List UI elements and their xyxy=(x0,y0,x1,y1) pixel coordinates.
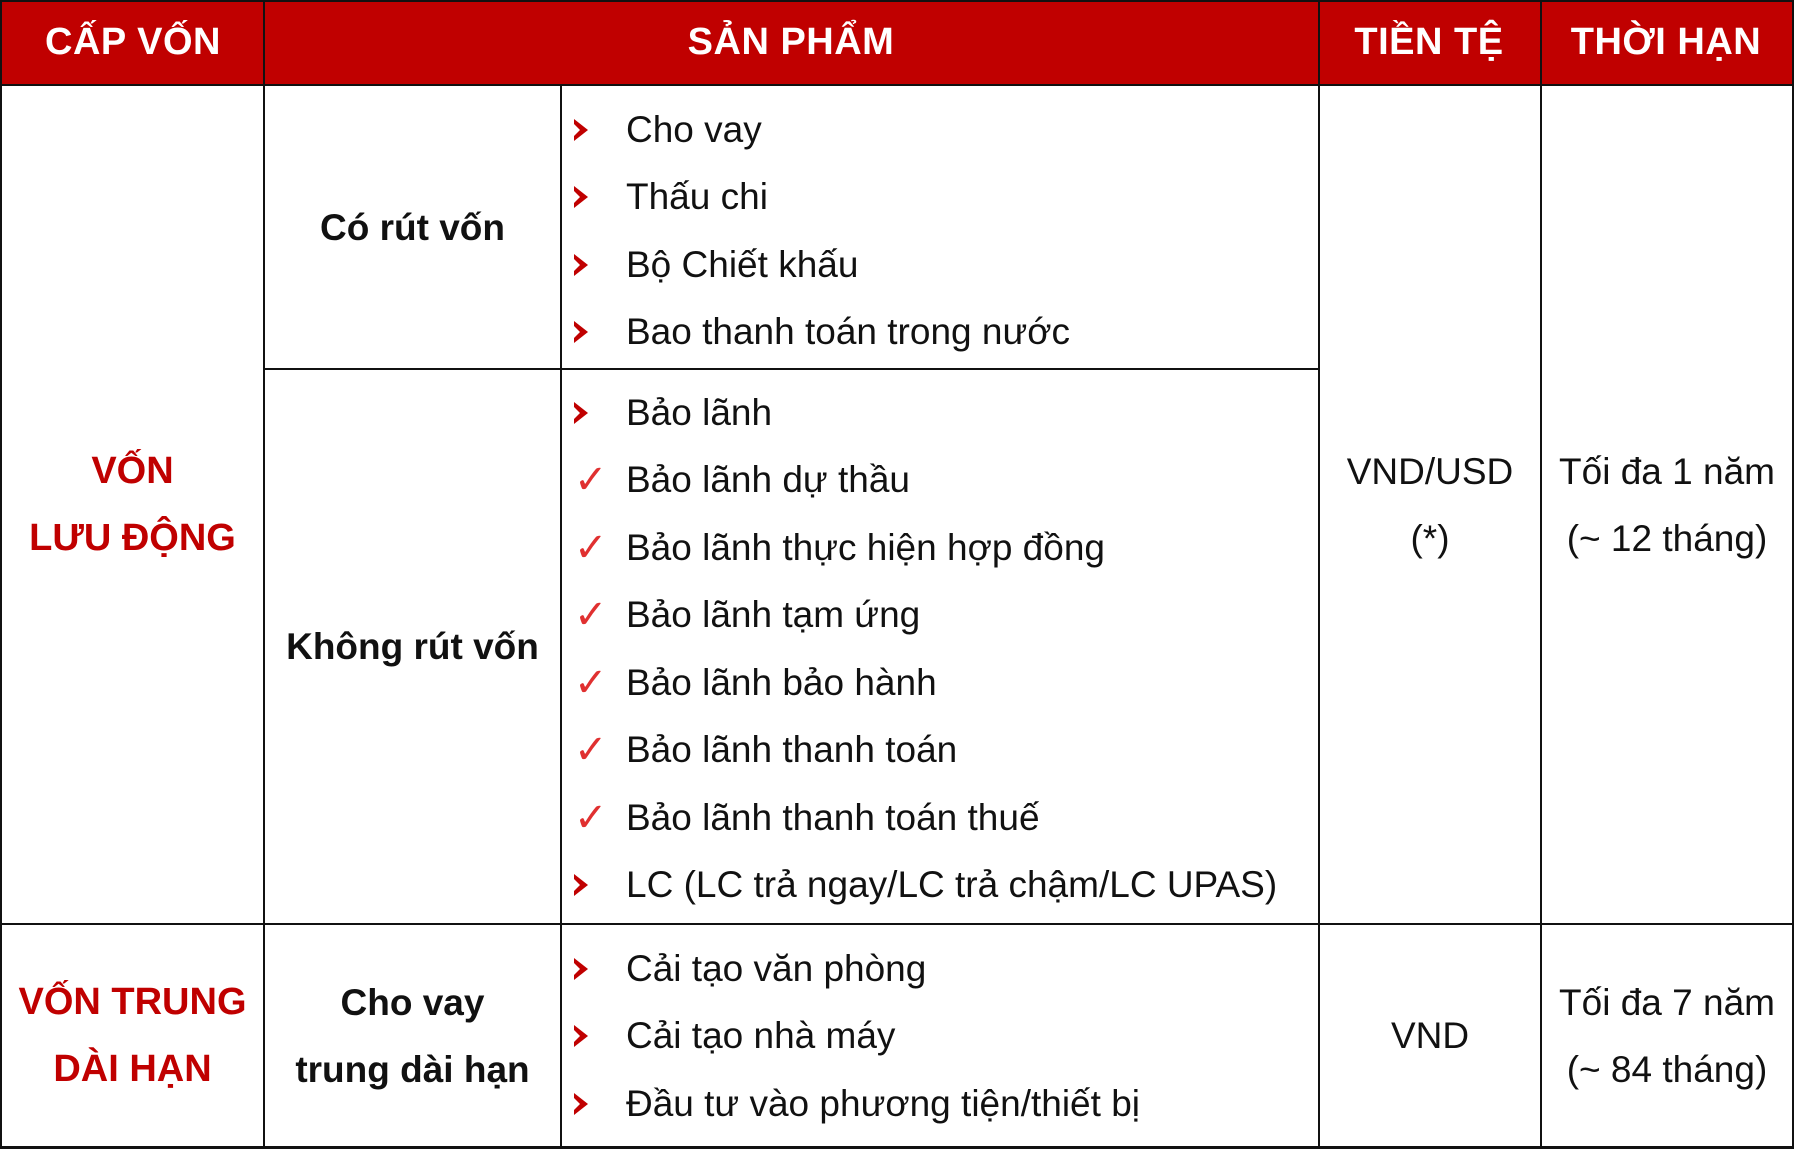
capital-working xyxy=(2,86,263,923)
currency-longterm-line1: VND xyxy=(1390,1015,1470,1056)
list-item: ✓ Bảo lãnh thực hiện hợp đồng xyxy=(574,525,1105,570)
check-icon: ✓ xyxy=(574,728,608,773)
term-working xyxy=(1542,86,1792,923)
check-icon: ✓ xyxy=(574,660,608,705)
check-icon: ✓ xyxy=(574,525,608,570)
group-with-drawdown-label: Có rút vốn xyxy=(320,206,505,248)
list-item: LC (LC trả ngay/LC trả chậm/LC UPAS) xyxy=(562,852,1318,920)
list-item: Cải tạo văn phòng xyxy=(562,935,1318,1003)
check-icon: ✓ xyxy=(574,795,608,840)
chevron-icon xyxy=(574,254,614,276)
chevron-icon xyxy=(574,321,614,343)
header-currency-label: TIỀN TỆ xyxy=(1354,20,1504,63)
header-product-label: SẢN PHẨM xyxy=(687,20,895,63)
list-item: ✓ Bảo lãnh dự thầu xyxy=(574,458,910,503)
currency-longterm xyxy=(1320,925,1540,1146)
list-longterm xyxy=(562,935,1318,1138)
currency-working xyxy=(1320,86,1540,923)
list-item: ✓ Bảo lãnh thanh toán thuế xyxy=(574,795,1040,840)
list-item: Cho vay xyxy=(562,96,1318,164)
capital-longterm-line1: VỐN TRUNG xyxy=(18,980,247,1023)
list-item: Bảo lãnh xyxy=(562,379,1318,447)
term-working-line2: (~ 12 tháng) xyxy=(1566,517,1768,559)
list-with-drawdown xyxy=(562,96,1318,366)
capital-working-line2: LƯU ĐỘNG xyxy=(29,516,236,559)
capital-working-line1: VỐN xyxy=(91,449,174,492)
group-without-drawdown-label: Không rút vốn xyxy=(286,626,539,667)
check-icon: ✓ xyxy=(574,593,608,638)
header-capital-label: CẤP VỐN xyxy=(45,20,221,63)
header-product xyxy=(264,0,1318,84)
list-item: ✓ Bảo lãnh bảo hành xyxy=(574,660,937,705)
header-currency xyxy=(1318,0,1540,84)
list-item: Bộ Chiết khấu xyxy=(562,231,1318,299)
chevron-icon xyxy=(574,1093,614,1115)
chevron-icon xyxy=(574,186,614,208)
term-longterm-line2: (~ 84 tháng) xyxy=(1566,1048,1768,1090)
group-without-drawdown xyxy=(265,370,560,923)
capital-longterm-line2: DÀI HẠN xyxy=(53,1047,212,1090)
group-with-drawdown xyxy=(265,86,560,368)
group-longterm-loan xyxy=(265,925,560,1146)
currency-working-line2: (*) xyxy=(1410,517,1450,559)
chevron-icon xyxy=(574,402,614,424)
header-term-label: THỜI HẠN xyxy=(1570,20,1762,63)
list-without-drawdown xyxy=(562,379,1318,919)
list-item: Bao thanh toán trong nước xyxy=(562,299,1318,367)
check-icon: ✓ xyxy=(574,458,608,503)
list-item: Cải tạo nhà máy xyxy=(562,1003,1318,1071)
group-longterm-line1: Cho vay xyxy=(340,981,485,1023)
list-item: Thấu chi xyxy=(562,164,1318,232)
chevron-icon xyxy=(574,119,614,141)
chevron-icon xyxy=(574,958,614,980)
list-item: Đầu tư vào phương tiện/thiết bị xyxy=(562,1070,1318,1138)
capital-longterm xyxy=(2,925,263,1146)
border-top xyxy=(0,0,1794,2)
term-working-line1: Tối đa 1 năm xyxy=(1559,450,1775,492)
chevron-icon xyxy=(574,874,614,896)
term-longterm-line1: Tối đa 7 năm xyxy=(1559,981,1775,1023)
header-capital xyxy=(2,0,264,84)
list-item: ✓ Bảo lãnh thanh toán xyxy=(574,728,958,773)
group-longterm-line2: trung dài hạn xyxy=(295,1048,530,1090)
chevron-icon xyxy=(574,1025,614,1047)
currency-working-line1: VND/USD xyxy=(1346,450,1514,492)
list-item: ✓ Bảo lãnh tạm ứng xyxy=(574,593,921,638)
term-longterm xyxy=(1542,925,1792,1146)
header-term xyxy=(1540,0,1792,84)
